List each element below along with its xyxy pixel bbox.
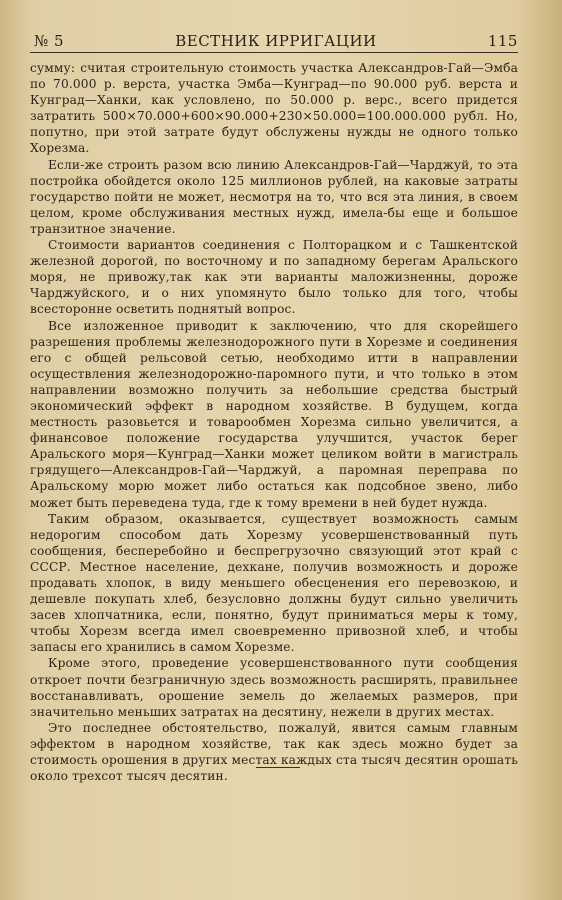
running-header: [34, 28, 518, 50]
paragraph: Если-же строить разом всю линию Александров-Гай—Чарджуй, то эта постройка обойдется около 125 миллионов рублей, на каковые затраты государство пойти не может, несмотря на то, что вся эта линия, в своем целом, кроме обслуживания местных нужд, имела-бы еще и большое транзитное значение.: [30, 157, 518, 236]
paragraph: Кроме этого, проведение усовершенствованного пути сообщения откроет почти безграничную здесь возможность расширять, правильнее восстанавливать, орошение земель до желаемых размеров, при значительно меньших затратах на десятину, нежели в других местах.: [30, 656, 518, 719]
paragraph: Таким образом, оказывается, существует возможность самым недорогим способом дать Хорезму усовершенствованный путь сообщения, бесперебойно и беспрегрузочно связующий этот край с СССР. Местное население, дехкане, получив возможность и дороже продавать хлопок, в виду меньшего обесценения его перевозкою, и дешевле покупать хлеб, безусловно должны будут сильно увеличить засев хлопчатника, если, понятно, будут приниматься меры к тому, чтобы Хорезм всегда имел своевременно привозной хлеб, и чтобы запасы его хранились в самом Хорезме.: [30, 511, 518, 655]
paragraph: Все изложенное приводит к заключению, что для скорейшего разрешения проблемы железнодорожного пути в Хорезме и соединения его с общей рельсовой сетью, необходимо итти в направлении осуществления железнодорожно-паромного пути, и что только в этом направлении возможно получить за небольшие средства быстрый экономический эффект в народном хозяйстве. В будущем, когда местность разовьется и товарообмен Хорезма сильно увеличится, а финансовое положение государства улучшится, участок берег Аральского моря—Кунград—Ханки может целиком войти в магистраль грядущего—Александров-Гай—Чарджуй, а паромная переправа по Аральскому морю может либо остаться как подсобное звено, либо может быть переведена туда, где к тому времени в ней будет нужда.: [30, 318, 518, 510]
page-number: 115: [487, 32, 518, 50]
issue-number: № 5: [34, 32, 65, 50]
paragraph: Стоимости вариантов соединения с Полторацком и с Ташкентской железной дорогой, по восточному и по западному берегам Аральского моря, не привожу,так как эти варианты маложизненны, дороже Чарджуйского, и о них упомянуто было только для того, чтобы всесторонне осветить поднятый вопрос.: [30, 238, 518, 317]
end-separator: [256, 767, 300, 768]
header-rule: [30, 52, 518, 53]
article-body: [30, 60, 518, 784]
paragraph: Это последнее обстоятельство, пожалуй, явится самым главным эффектом в народном хозяйстве, так как здесь можно будет за стоимость орошения в других местах каждых ста тысяч десятин орошать около трехсот тысяч десятин.: [30, 720, 518, 784]
journal-title: ВЕСТНИК ИРРИГАЦИИ: [175, 32, 377, 50]
paragraph: сумму: считая строительную стоимость участка Александров-Гай—Эмба по 70.000 р. верста, участка Эмба—Кунград—по 90.000 руб. верста и Кунград—Ханки, как условлено, по 50.000 р. верс., всего придется затратить 500×70.000+600×90.000+230×50.000=100.000.000 рубл. Но, попутно, при этой затрате будут обслужены нужды не одного только Хорезма.: [30, 61, 518, 156]
